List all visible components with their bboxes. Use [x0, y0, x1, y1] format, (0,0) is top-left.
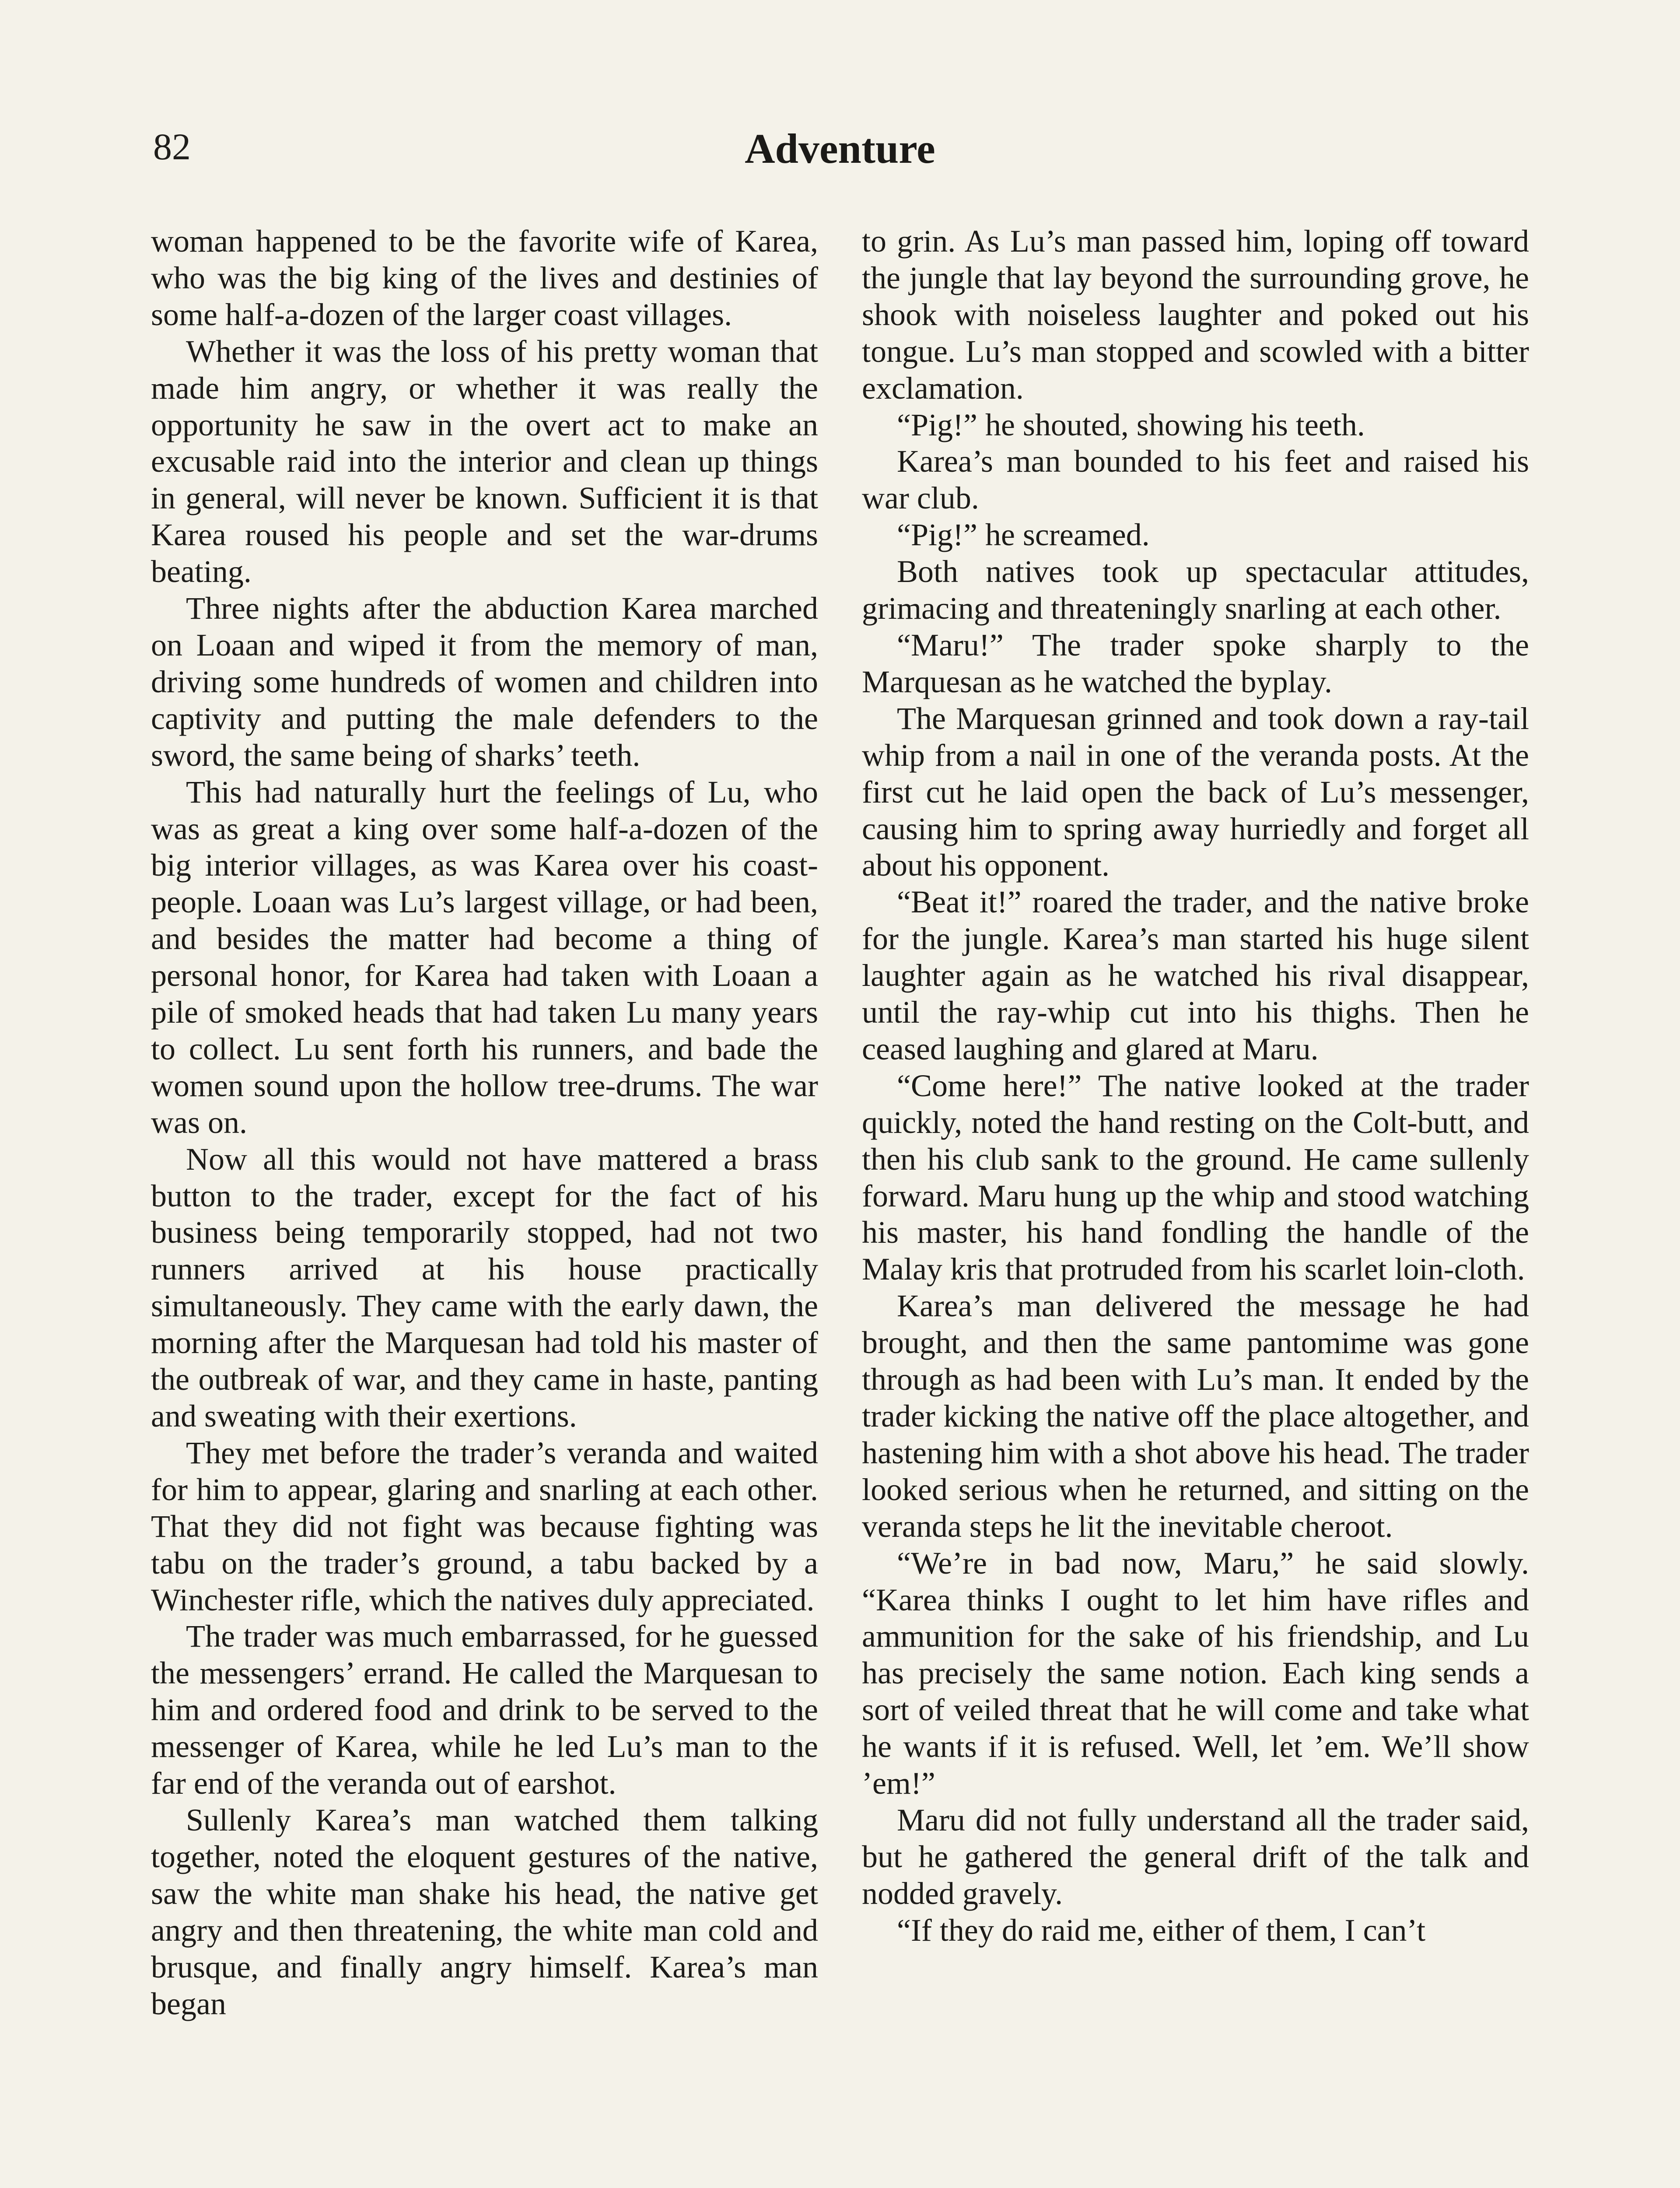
paragraph: This had naturally hurt the feelings of Lu, who was as great a king over some half-a-dozen of the big interior villages, as was Karea over his coast-people. Loaan was Lu’s largest village, or had been, and besides the matter had become a thing of personal honor, for Karea had taken with Loaan a pile of smoked heads that had taken Lu many years to collect. Lu sent forth his runners, and bade the women sound upon the hollow tree-drums. The war was on. [151, 774, 818, 1140]
paragraph: Now all this would not have mattered a brass button to the trader, except for the fact of his business being temporarily stopped, had not two runners arrived at his house practically simultaneously. They came with the early dawn, the morning after the Marquesan had told his master of the outbreak of war, and they came in haste, panting and sweating with their exertions. [151, 1141, 818, 1434]
paragraph: The trader was much embarrassed, for he guessed the messengers’ errand. He called the Marquesan to him and ordered food and drink to be served to the messenger of Karea, while he led Lu’s man to the far end of the veranda out of earshot. [151, 1619, 818, 1801]
paragraph: “Pig!” he screamed. [897, 517, 1150, 553]
left-column [151, 223, 818, 2188]
paragraph: woman happened to be the favorite wife of Karea, who was the big king of the lives and destinies of some half-a-dozen of the larger coast villages. [151, 224, 818, 332]
paragraph: Whether it was the loss of his pretty woman that made him angry, or whether it was really the opportunity he saw in the overt act to make an excusable raid into the interior and clean up things in general, will never be known. Sufficient it is that Karea roused his people and set the war-drums beating. [151, 333, 818, 589]
paragraph: to grin. As Lu’s man passed him, loping off toward the jungle that lay beyond the surrounding grove, he shook with noiseless laughter and poked out his tongue. Lu’s man stopped and scowled with a bitter exclamation. [862, 224, 1529, 406]
paragraph: “Maru!” The trader spoke sharply to the Marquesan as he watched the byplay. [862, 627, 1529, 699]
paragraph: “Come here!” The native looked at the trader quickly, noted the hand resting on the Colt-butt, and then his club sank to the ground. He came sullenly forward. Maru hung up the whip and stood watching his master, his hand fondling the handle of the Malay kris that protruded from his scarlet loin-cloth. [862, 1068, 1529, 1287]
paragraph: Three nights after the abduction Karea marched on Loaan and wiped it from the memory of man, driving some hundreds of women and children into captivity and putting the male defenders to the sword, the same being of sharks’ teeth. [151, 591, 818, 773]
paragraph: “Beat it!” roared the trader, and the native broke for the jungle. Karea’s man started his huge silent laughter again as he watched his rival disappear, until the ray-whip cut into his thighs. Then he ceased laughing and glared at Maru. [862, 884, 1529, 1066]
paragraph: Sullenly Karea’s man watched them talking together, noted the eloquent gestures of the native, saw the white man shake his head, the native get angry and then threatening, the white man cold and brusque, and finally angry himself. Karea’s man began [151, 1802, 818, 2021]
paragraph: Both natives took up spectacular attitudes, grimacing and threateningly snarling at each other. [862, 554, 1529, 626]
paragraph: “Pig!” he shouted, showing his teeth. [897, 407, 1365, 442]
paragraph: Karea’s man delivered the message he had brought, and then the same pantomime was gone through as had been with Lu’s man. It ended by the trader kicking the native off the place altogether, and hastening him with a shot above his head. The trader looked serious when he returned, and sitting on the veranda steps he lit the inevitable cheroot. [862, 1288, 1529, 1544]
paragraph: Karea’s man bounded to his feet and raised his war club. [862, 444, 1529, 516]
magazine-title: Adventure [745, 125, 935, 172]
page-number: 82 [153, 126, 191, 168]
paragraph: “We’re in bad now, Maru,” he said slowly. “Karea thinks I ought to let him have rifles and ammunition for the sake of his friendship, and Lu has precisely the same notion. Each king sends a sort of veiled threat that he will come and take what he wants if it is refused. Well, let ’em. We’ll show ’em!” [862, 1545, 1529, 1801]
paragraph: “If they do raid me, either of them, I can’t [897, 1912, 1426, 1948]
right-column [862, 223, 1529, 2188]
paragraph: The Marquesan grinned and took down a ray-tail whip from a nail in one of the veranda posts. At the first cut he laid open the back of Lu’s messenger, causing him to spring away hurriedly and forget all about his opponent. [862, 701, 1529, 883]
paragraph: Maru did not fully understand all the trader said, but he gathered the general drift of the talk and nodded gravely. [862, 1802, 1529, 1911]
paragraph: They met before the trader’s veranda and waited for him to appear, glaring and snarling at each other. That they did not fight was because fighting was tabu on the trader’s ground, a tabu backed by a Winchester rifle, which the natives duly appreciated. [151, 1435, 818, 1617]
